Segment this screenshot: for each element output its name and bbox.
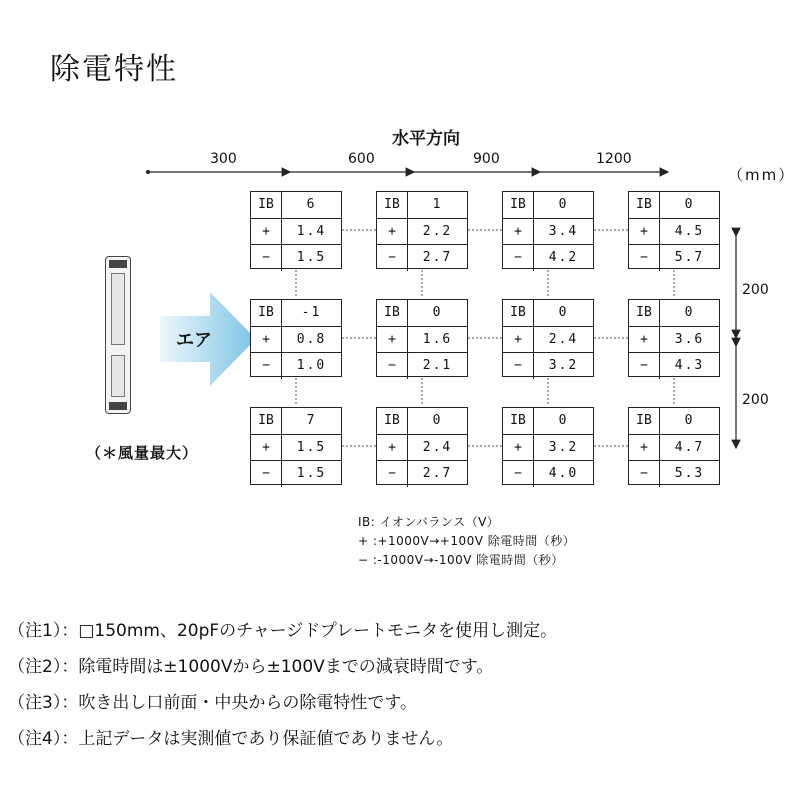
measurement-key: +: [377, 327, 408, 353]
measurement-key: IB: [251, 408, 282, 434]
distance-label-600: 600: [348, 151, 375, 167]
measurement-box-r2-c1: [250, 299, 342, 377]
note-2: （注2）：除電時間は±1000Vから±100Vまでの減衰時間です。: [8, 657, 494, 677]
measurement-key: +: [251, 435, 282, 461]
measurement-value-minus: 4.2: [548, 250, 579, 265]
measurement-row-plus: [503, 218, 593, 245]
measurement-key: +: [377, 435, 408, 461]
measurement-key: −: [503, 353, 534, 379]
measurement-key: IB: [629, 192, 660, 218]
vertical-distance-label-2: 200: [742, 392, 769, 408]
measurement-value-plus: 1.5: [296, 440, 327, 455]
measurement-row-plus: [377, 218, 467, 245]
measurement-value-minus: 5.7: [674, 250, 705, 265]
measurement-row-plus: [629, 434, 719, 461]
measurement-row-plus: [251, 218, 341, 245]
measurement-key: +: [629, 327, 660, 353]
measurement-key: +: [377, 219, 408, 245]
measurement-value-plus: 2.4: [422, 440, 453, 455]
measurement-row-minus: [251, 244, 341, 271]
grid-connectors: [296, 230, 674, 446]
measurement-row-plus: [629, 326, 719, 353]
note-3: （注3）：吹き出し口前面・中央からの除電特性です。: [8, 693, 417, 713]
measurement-value-plus: 3.6: [674, 332, 705, 347]
measurement-value-minus: 2.1: [422, 358, 453, 373]
measurement-key: −: [503, 461, 534, 487]
measurement-box-r1-c4: [628, 191, 720, 269]
measurement-value-ib: 0: [558, 305, 569, 320]
measurement-value-plus: 3.2: [548, 440, 579, 455]
measurement-value-plus: 2.4: [548, 332, 579, 347]
measurement-key: +: [629, 435, 660, 461]
air-label: エア: [176, 330, 212, 351]
measurement-row-minus: [503, 460, 593, 487]
note-4: （注4）：上記データは実測値であり保証値でありません。: [8, 729, 454, 749]
measurement-key: −: [377, 245, 408, 271]
measurement-key: IB: [251, 300, 282, 326]
measurement-row-ib: [251, 192, 341, 218]
measurement-value-minus: 3.2: [548, 358, 579, 373]
measurement-value-ib: -1: [301, 305, 322, 320]
measurement-row-plus: [377, 326, 467, 353]
measurement-row-ib: [503, 408, 593, 434]
legend-minus: − :-1000V→-100V 除電時間（秒）: [358, 553, 564, 567]
measurement-value-ib: 6: [306, 197, 317, 212]
measurement-box-r3-c3: [502, 407, 594, 485]
fan-note: （＊風量最大）: [86, 444, 199, 462]
measurement-box-r2-c2: [376, 299, 468, 377]
measurement-key: +: [251, 219, 282, 245]
measurement-key: −: [377, 353, 408, 379]
measurement-value-ib: 0: [684, 197, 695, 212]
measurement-box-r3-c2: [376, 407, 468, 485]
measurement-value-ib: 0: [558, 413, 569, 428]
measurement-value-ib: 0: [684, 413, 695, 428]
measurement-value-ib: 1: [432, 197, 443, 212]
measurement-key: −: [377, 461, 408, 487]
measurement-key: −: [251, 461, 282, 487]
measurement-box-r3-c1: [250, 407, 342, 485]
measurement-key: +: [629, 219, 660, 245]
measurement-row-minus: [377, 352, 467, 379]
measurement-value-plus: 4.7: [674, 440, 705, 455]
measurement-row-ib: [377, 408, 467, 434]
measurement-value-minus: 2.7: [422, 466, 453, 481]
measurement-key: IB: [503, 192, 534, 218]
vertical-distance-label-1: 200: [742, 282, 769, 298]
measurement-value-minus: 2.7: [422, 250, 453, 265]
measurement-row-minus: [503, 244, 593, 271]
legend-plus: + :+1000V→+100V 除電時間（秒）: [358, 534, 576, 548]
measurement-key: IB: [251, 192, 282, 218]
measurement-value-minus: 1.5: [296, 466, 327, 481]
distance-label-900: 900: [473, 151, 500, 167]
measurement-key: IB: [629, 408, 660, 434]
measurement-key: IB: [503, 300, 534, 326]
measurement-box-r1-c3: [502, 191, 594, 269]
measurement-value-minus: 1.0: [296, 358, 327, 373]
measurement-value-plus: 1.4: [296, 224, 327, 239]
measurement-value-ib: 7: [306, 413, 317, 428]
measurement-row-ib: [629, 300, 719, 326]
horizontal-axis-title: 水平方向: [392, 129, 460, 149]
measurement-box-r1-c1: [250, 191, 342, 269]
page-title: 除電特性: [50, 52, 178, 87]
measurement-value-ib: 0: [558, 197, 569, 212]
measurement-key: IB: [377, 192, 408, 218]
measurement-row-ib: [377, 192, 467, 218]
distance-label-300: 300: [210, 151, 237, 167]
measurement-key: −: [629, 245, 660, 271]
measurement-row-ib: [629, 408, 719, 434]
measurement-row-plus: [629, 218, 719, 245]
measurement-key: IB: [377, 408, 408, 434]
measurement-value-ib: 0: [432, 413, 443, 428]
measurement-box-r1-c2: [376, 191, 468, 269]
measurement-value-ib: 0: [432, 305, 443, 320]
measurement-row-minus: [503, 352, 593, 379]
measurement-key: +: [503, 435, 534, 461]
measurement-key: −: [629, 461, 660, 487]
measurement-key: −: [629, 353, 660, 379]
measurement-key: IB: [629, 300, 660, 326]
measurement-key: −: [503, 245, 534, 271]
measurement-row-ib: [503, 300, 593, 326]
note-1: （注1）：□150mm、20pFのチャージドプレートモニタを使用し測定。: [8, 621, 558, 641]
measurement-row-minus: [377, 244, 467, 271]
measurement-row-minus: [251, 352, 341, 379]
measurement-value-plus: 1.6: [422, 332, 453, 347]
measurement-key: −: [251, 245, 282, 271]
measurement-row-plus: [251, 434, 341, 461]
measurement-value-ib: 0: [684, 305, 695, 320]
measurement-key: +: [503, 219, 534, 245]
measurement-row-ib: [377, 300, 467, 326]
measurement-row-plus: [503, 326, 593, 353]
measurement-row-ib: [251, 300, 341, 326]
measurement-value-plus: 0.8: [296, 332, 327, 347]
distance-label-1200: 1200: [596, 151, 632, 167]
measurement-value-plus: 3.4: [548, 224, 579, 239]
measurement-row-ib: [503, 192, 593, 218]
measurement-row-plus: [377, 434, 467, 461]
measurement-value-plus: 2.2: [422, 224, 453, 239]
measurement-row-ib: [629, 192, 719, 218]
measurement-value-plus: 4.5: [674, 224, 705, 239]
measurement-key: IB: [377, 300, 408, 326]
measurement-key: −: [251, 353, 282, 379]
measurement-row-minus: [377, 460, 467, 487]
unit-label: （mm）: [728, 166, 796, 184]
measurement-box-r2-c3: [502, 299, 594, 377]
measurement-box-r2-c4: [628, 299, 720, 377]
measurement-row-minus: [251, 460, 341, 487]
measurement-row-minus: [629, 460, 719, 487]
measurement-box-r3-c4: [628, 407, 720, 485]
ionizer-device-illustration: [105, 256, 131, 414]
measurement-value-minus: 4.0: [548, 466, 579, 481]
measurement-row-plus: [503, 434, 593, 461]
measurement-value-minus: 1.5: [296, 250, 327, 265]
measurement-row-ib: [251, 408, 341, 434]
legend-ib: IB: イオンバランス（V）: [358, 515, 500, 529]
measurement-value-minus: 4.3: [674, 358, 705, 373]
measurement-key: IB: [503, 408, 534, 434]
horizontal-distance-axis: [146, 170, 668, 174]
measurement-key: +: [503, 327, 534, 353]
measurement-row-minus: [629, 352, 719, 379]
measurement-key: +: [251, 327, 282, 353]
measurement-row-plus: [251, 326, 341, 353]
measurement-value-minus: 5.3: [674, 466, 705, 481]
measurement-row-minus: [629, 244, 719, 271]
